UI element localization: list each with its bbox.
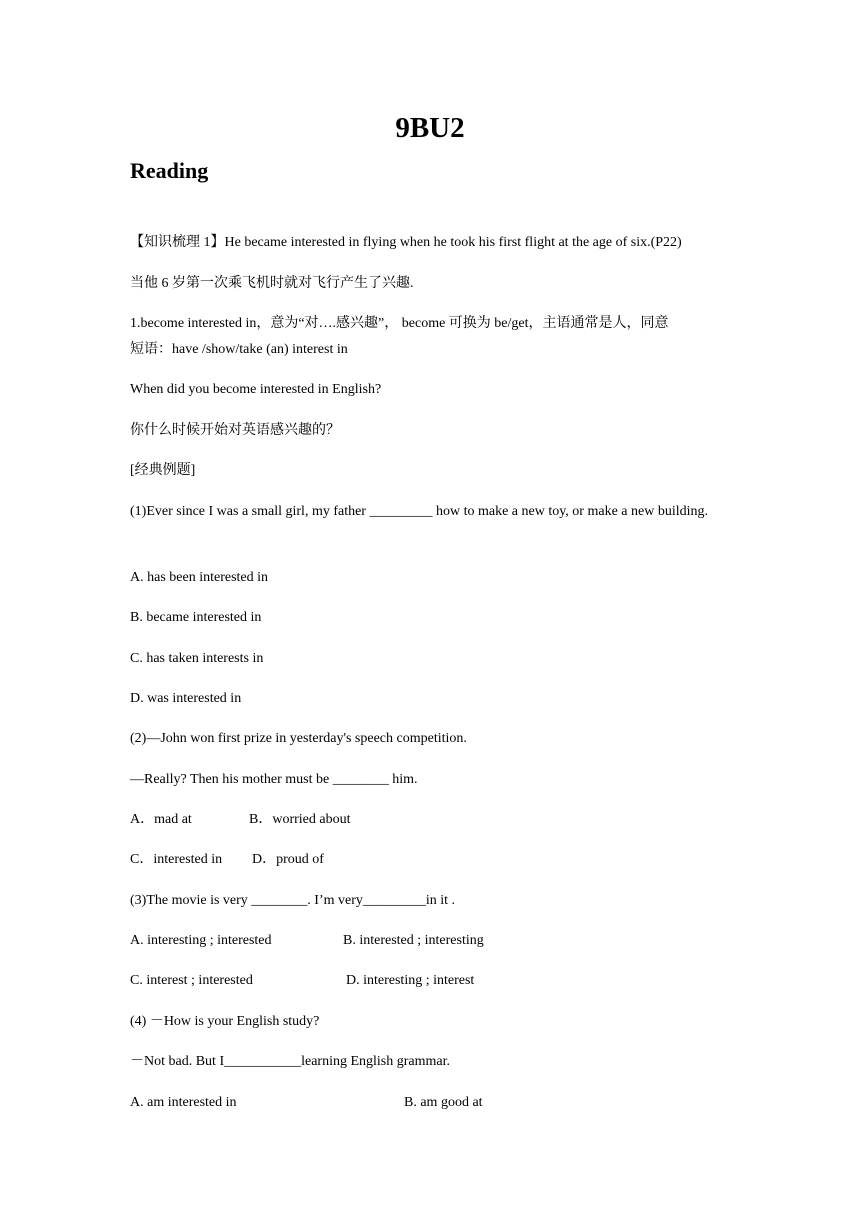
point1-line2: 短语：have /show/take (an) interest in xyxy=(130,342,348,357)
q2-option-c: C．interested in xyxy=(130,852,223,867)
point1-line1: 1.become interested in，意为“对….感兴趣”， become 可换为 be/get，主语通常是人，同意 xyxy=(130,316,669,331)
knowledge-point: 【知识梳理 1】He became interested in flying when he took his first flight at the age of six.(P22) xyxy=(130,235,682,250)
q3-option-a: A. interesting ; interested xyxy=(130,933,272,948)
q2-option-d: D．proud of xyxy=(252,852,324,867)
q2-option-a: A．mad at xyxy=(130,812,192,827)
q3-option-c: C. interest ; interested xyxy=(130,973,253,988)
q1-option-d: D. was interested in xyxy=(130,691,242,706)
example-sentence-en: When did you become interested in English? xyxy=(130,382,382,397)
question-1: (1)Ever since I was a small girl, my father _________ how to make a new toy, or make a new building. xyxy=(130,504,708,519)
q3-option-d: D. interesting ; interest xyxy=(346,973,475,988)
document-title: 9BU2 xyxy=(395,112,465,144)
question-4-line1: (4) －How is your English study? xyxy=(130,1014,320,1029)
q1-option-a: A. has been interested in xyxy=(130,570,269,585)
question-3: (3)The movie is very ________. I’m very_________in it . xyxy=(130,893,456,908)
q4-option-b: B. am good at xyxy=(404,1095,483,1110)
q4-option-a: A. am interested in xyxy=(130,1095,237,1110)
q1-option-c: C. has taken interests in xyxy=(130,651,264,666)
section-heading: Reading xyxy=(130,158,209,183)
examples-header: [经典例题] xyxy=(130,463,196,478)
translation: 当他 6 岁第一次乘飞机时就对飞行产生了兴趣. xyxy=(130,276,414,291)
example-sentence-cn: 你什么时候开始对英语感兴趣的？ xyxy=(130,423,340,438)
question-2-line1: (2)—John won first prize in yesterday's speech competition. xyxy=(130,731,467,746)
question-4-line2: －Not bad. But I___________learning English grammar. xyxy=(130,1054,451,1069)
q1-option-b: B. became interested in xyxy=(130,610,262,625)
q2-option-b: B．worried about xyxy=(249,812,351,827)
q3-option-b: B. interested ; interesting xyxy=(343,933,484,948)
question-2-line2: —Really? Then his mother must be ________ him. xyxy=(130,772,418,787)
